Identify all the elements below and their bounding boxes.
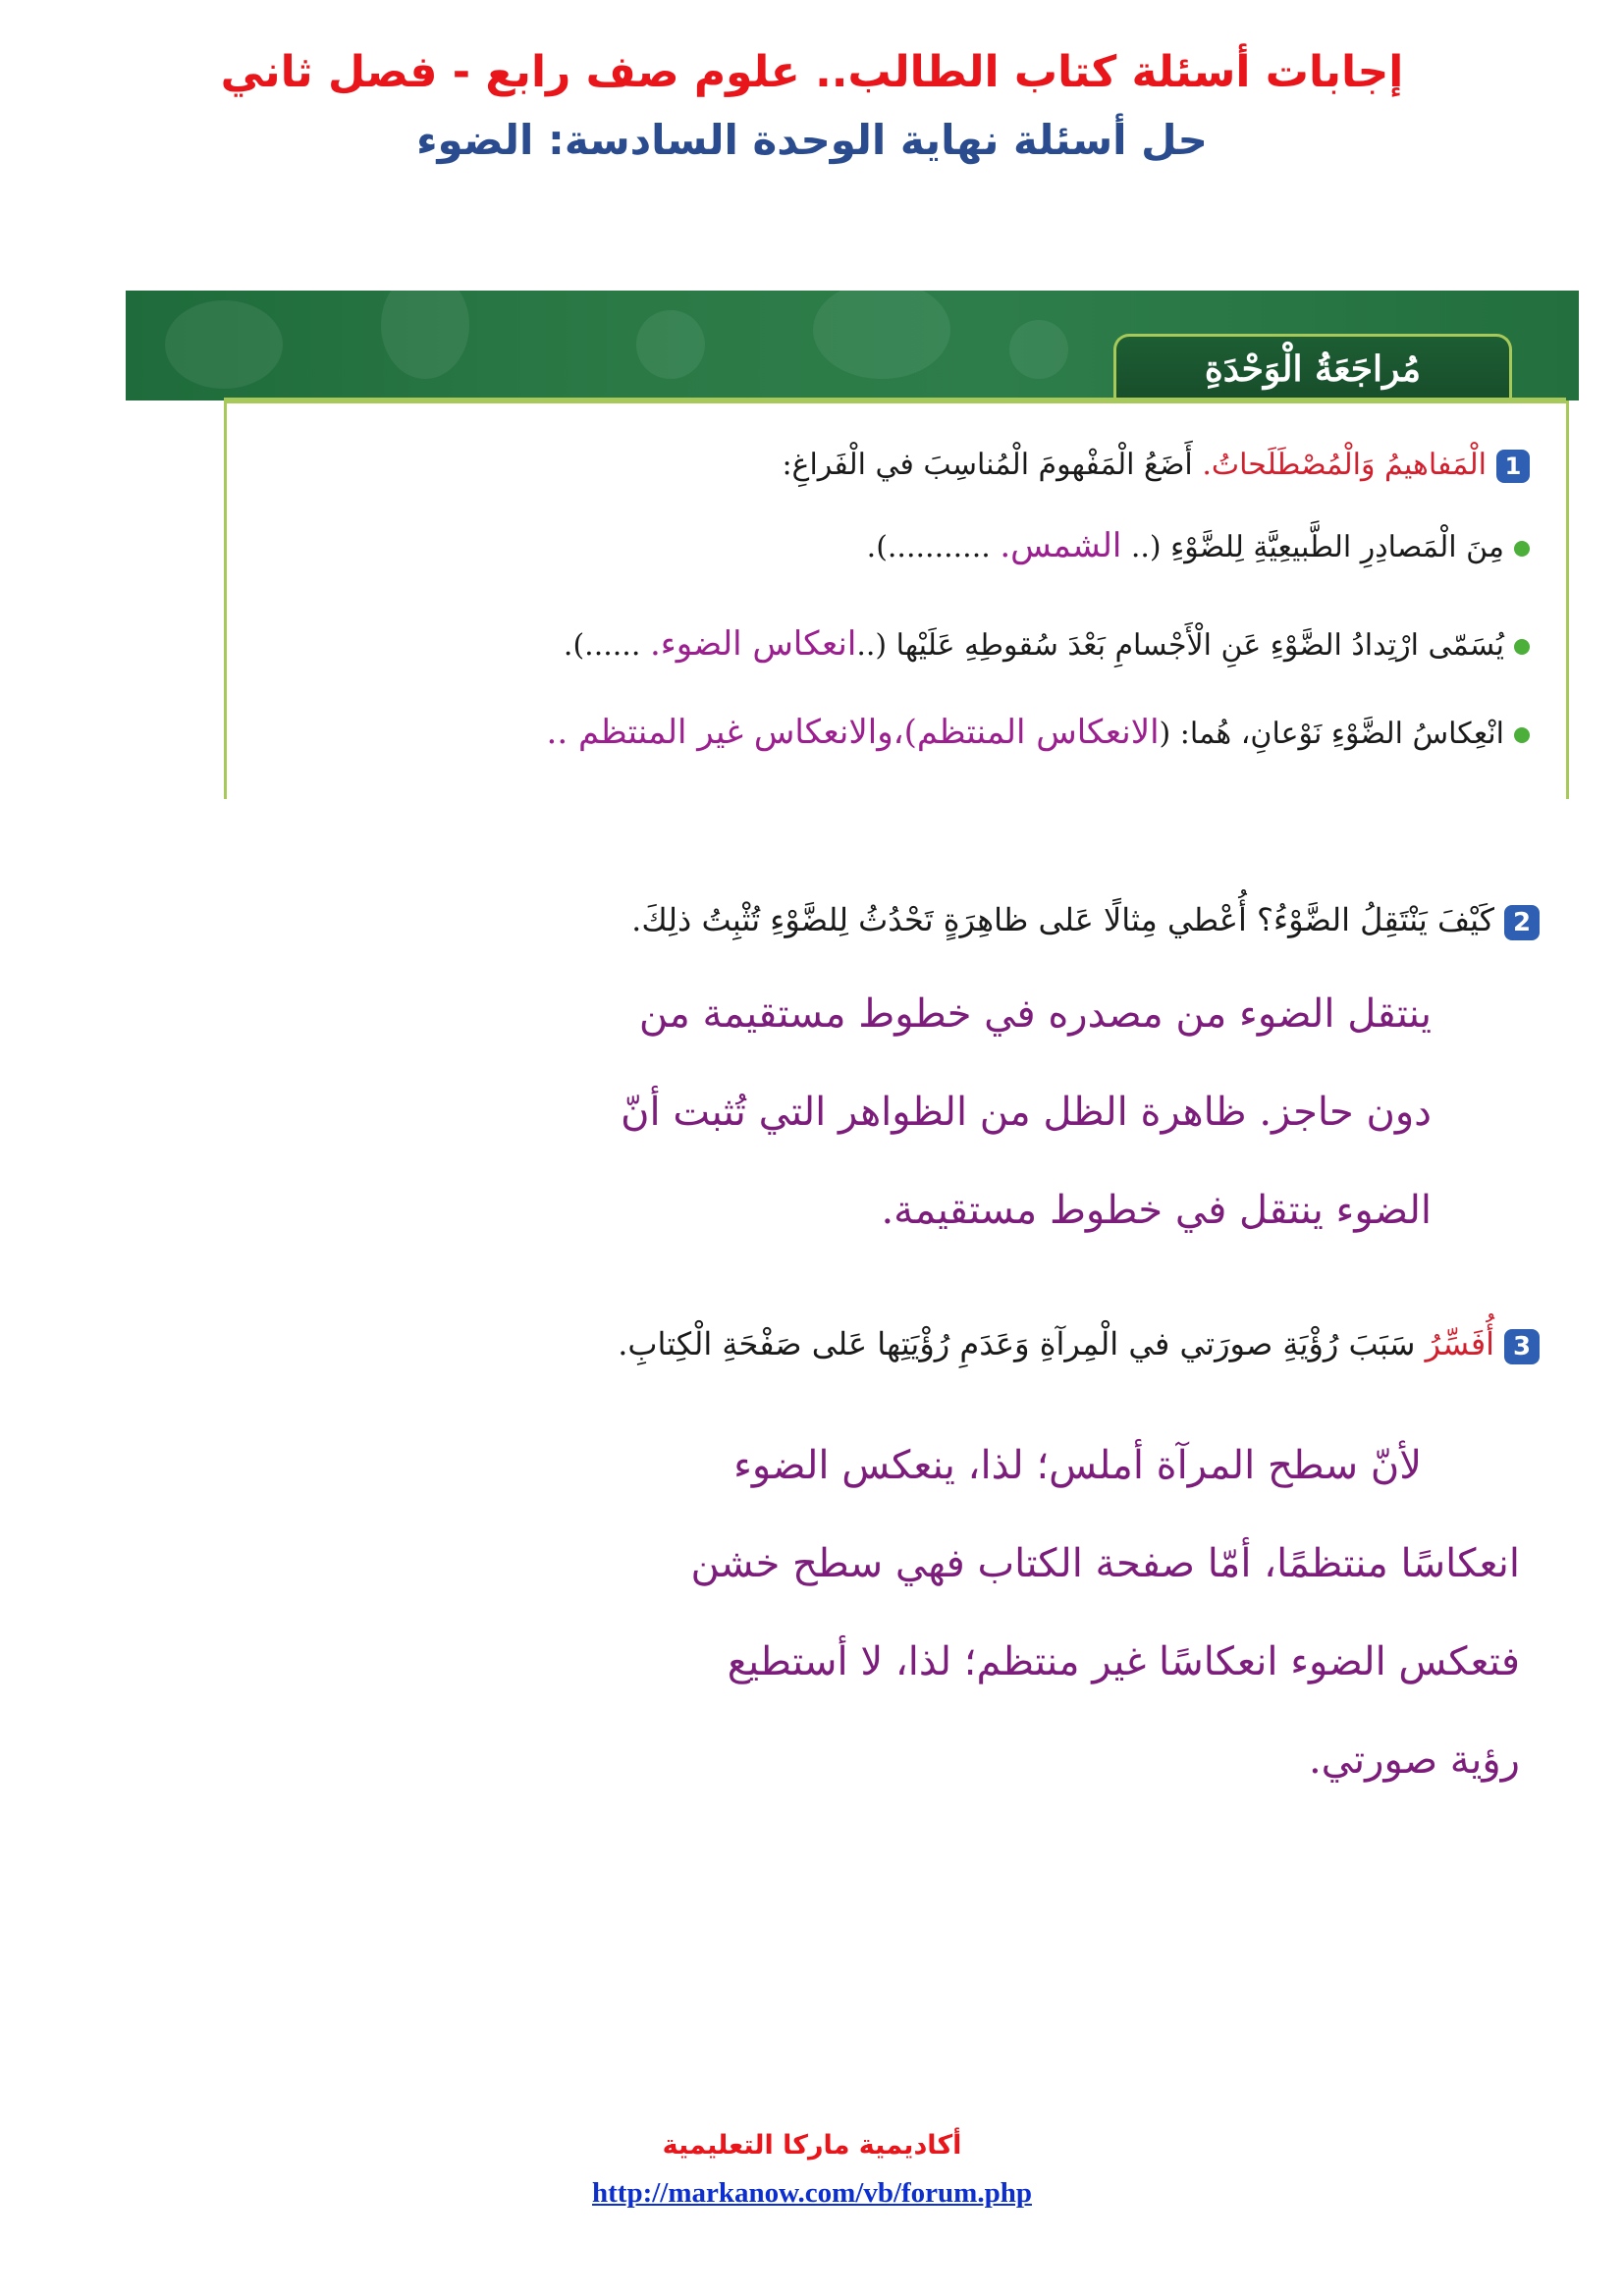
q1-prompt: أَضَعُ الْمَفْهومَ الْمُناسِبَ في الْفَراغِ: — [782, 448, 1193, 482]
q3-lead: أُفَسِّرُ — [1425, 1325, 1494, 1362]
q1-item-answer: انعكاس الضوء. — [649, 624, 857, 664]
unit-review-tab: مُراجَعَةُ الْوَحْدَةِ — [1113, 334, 1512, 405]
q2-number-badge: 2 — [1504, 905, 1540, 940]
q3-answer-line: انعكاسًا منتظمًا، أمّا صفحة الكتاب فهي سطح خشن — [690, 1541, 1520, 1586]
q3-answer-line: فتعكس الضوء انعكاسًا غير منتظم؛ لذا، لا أستطيع — [727, 1639, 1520, 1684]
q1-heading — [782, 448, 1530, 483]
q1-item: انْعِكاسُ الضَّوْءِ نَوْعانِ، هُما: (الانعكاس المنتظم)،والانعكاس غير المنتظم .. — [547, 713, 1530, 752]
footer-link[interactable]: http://markanow.com/vb/forum.php — [592, 2177, 1032, 2209]
page-subtitle: حل أسئلة نهاية الوحدة السادسة: الضوء — [416, 116, 1208, 164]
q1-item: مِنَ الْمَصادِرِ الطَّبيعِيَّةِ لِلضَّوْءِ (.. الشمس. ...........). — [867, 526, 1530, 565]
q2-answer-line: ينتقل الضوء من مصدره في خطوط مستقيمة من — [638, 991, 1432, 1037]
q1-number-badge: 1 — [1496, 450, 1530, 483]
footer-academy: أكاديمية ماركا التعليمية — [662, 2130, 962, 2161]
q1-item-answer: الانعكاس المنتظم — [916, 713, 1160, 752]
bullet-icon — [1514, 727, 1530, 743]
q3-number-badge: 3 — [1504, 1329, 1540, 1364]
footer-link-wrapper — [0, 2177, 1624, 2210]
bullet-icon — [1514, 541, 1530, 557]
page-title: إجابات أسئلة كتاب الطالب.. علوم صف رابع - فصل ثاني — [220, 47, 1404, 97]
q3-answer-line: لأنّ سطح المرآة أملس؛ لذا، ينعكس الضوء — [733, 1443, 1422, 1488]
q2-question: 2كَيْفَ يَنْتَقِلُ الضَّوْءُ؟ أُعْطي مِثالًا عَلى ظاهِرَةٍ تَحْدُثُ لِلضَّوْءِ تُثْبِتُ ذلِكَ. — [631, 901, 1540, 940]
bullet-icon — [1514, 639, 1530, 655]
q1-item: يُسَمّى ارْتِدادُ الضَّوْءِ عَنِ الْأَجْسامِ بَعْدَ سُقوطِهِ عَلَيْها (..انعكاس الضوء. ......). — [564, 624, 1530, 664]
q3-answer-line: رؤية صورتي. — [1308, 1737, 1520, 1783]
q2-answer-line: الضوء ينتقل في خطوط مستقيمة. — [881, 1188, 1432, 1233]
q1-lead: الْمَفاهيمُ وَالْمُصْطَلَحاتُ. — [1202, 448, 1487, 482]
q1-item-answer: الشمس. — [1000, 526, 1122, 565]
q3-question: 3أُفَسِّرُ سَبَبَ رُؤْيَةِ صورَتي في الْمِرآةِ وَعَدَمِ رُؤْيَتِها عَلى صَفْحَةِ الْكِتابِ. — [618, 1325, 1540, 1364]
textbook-excerpt — [126, 291, 1579, 799]
q2-answer-line: دون حاجز. ظاهرة الظل من الظواهر التي تُثبت أنّ — [621, 1090, 1432, 1135]
